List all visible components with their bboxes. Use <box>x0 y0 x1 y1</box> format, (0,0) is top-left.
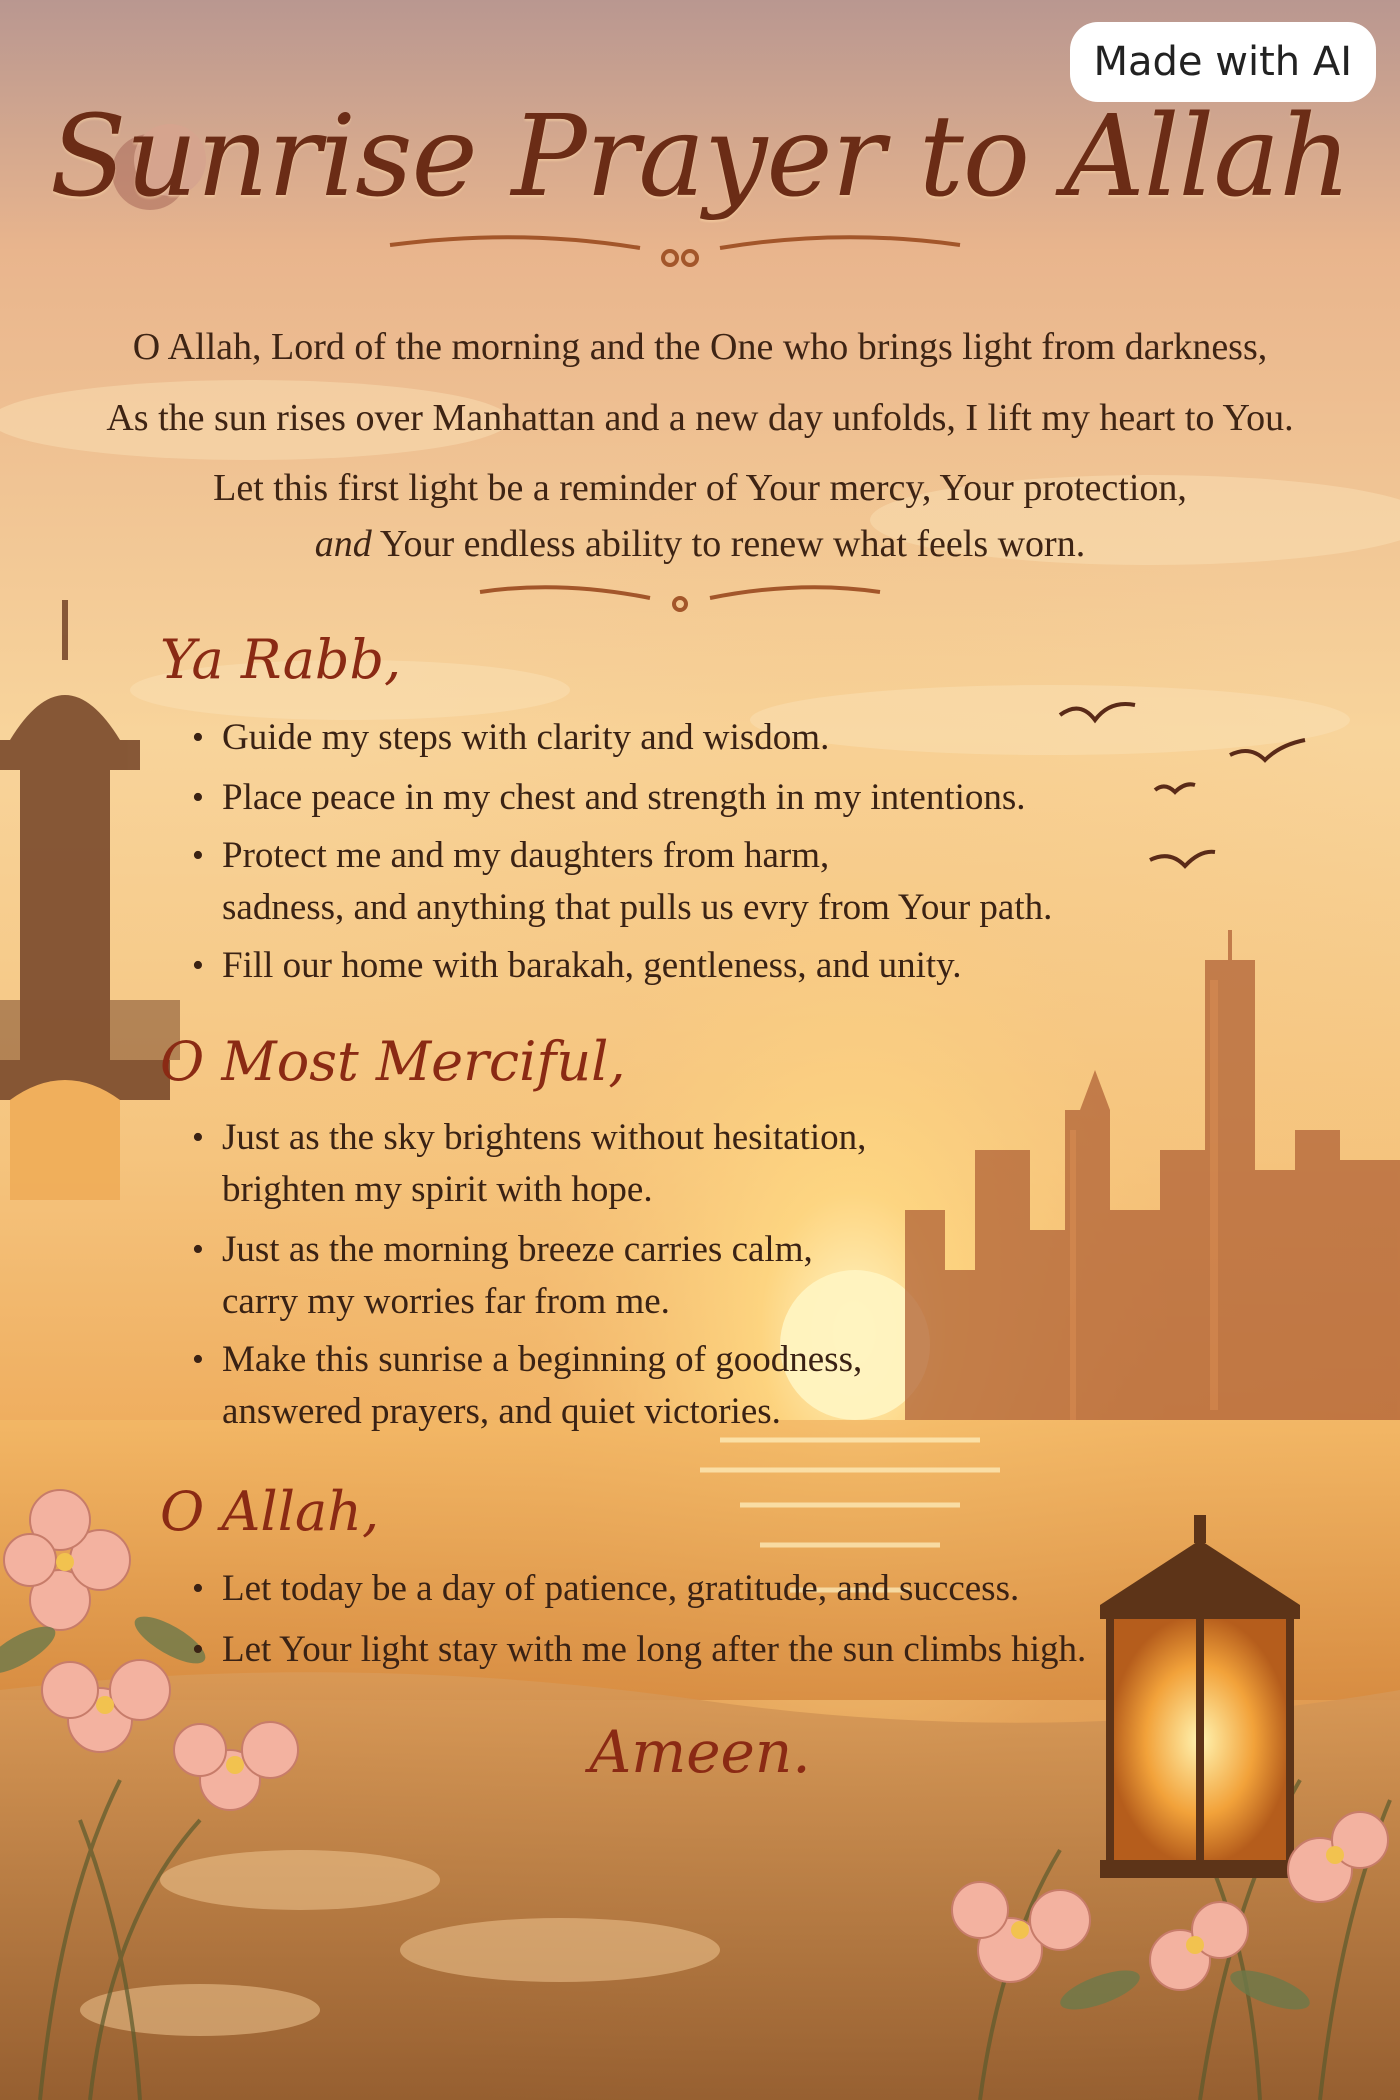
intro-line-3: Let this first light be a reminder of Your mercy, Your protection, <box>213 467 1187 509</box>
list-item <box>192 1624 1087 1676</box>
list-item-text-continued: sadness, and anything that pulls us evry from Your path. <box>222 887 1053 928</box>
section-heading-o-allah: O Allah, <box>160 1480 380 1543</box>
bullet-icon: • <box>192 779 204 816</box>
list-item <box>192 712 830 764</box>
list-item-text: Guide my steps with clarity and wisdom. <box>222 717 830 758</box>
made-with-ai-badge: Made with AI <box>1070 22 1376 102</box>
bullet-icon: • <box>192 1631 204 1668</box>
list-item-text: Just as the sky brightens without hesitation, <box>222 1117 867 1158</box>
bullet-icon: • <box>192 719 204 756</box>
list-item-text-continued: answered prayers, and quiet victories. <box>222 1391 781 1432</box>
list-item-text: Fill our home with barakah, gentleness, and unity. <box>222 945 962 986</box>
intro-line-4-rest: Your endless ability to renew what feels worn. <box>379 523 1086 565</box>
list-item-text: Make this sunrise a beginning of goodness, <box>222 1339 863 1380</box>
list-item <box>192 772 1026 824</box>
list-item-text-continued: carry my worries far from me. <box>222 1281 670 1322</box>
list-item-text: Just as the morning breeze carries calm, <box>222 1229 813 1270</box>
list-item-text: Let today be a day of patience, gratitude, and success. <box>222 1568 1020 1609</box>
intro-line-4 <box>0 522 1400 566</box>
list-item <box>192 940 962 992</box>
section-heading-o-most-merciful: O Most Merciful, <box>160 1030 626 1093</box>
list-item-text: Place peace in my chest and strength in my intentions. <box>222 777 1026 818</box>
bullet-icon: • <box>192 1570 204 1607</box>
list-item-text-continued: brighten my spirit with hope. <box>222 1169 653 1210</box>
list-item <box>192 1563 1020 1615</box>
list-item-text: Let Your light stay with me long after the sun climbs high. <box>222 1629 1087 1670</box>
intro-line-1: O Allah, Lord of the morning and the One who brings light from darkness, <box>132 326 1268 368</box>
intro-line-4-prefix: and <box>314 523 372 565</box>
bullet-icon: • <box>192 837 204 874</box>
bullet-icon: • <box>192 947 204 984</box>
list-item <box>192 1334 863 1438</box>
bullet-icon: • <box>192 1341 204 1378</box>
section-heading-ya-rabb: Ya Rabb, <box>160 628 402 691</box>
page-title: Sunrise Prayer to Allah <box>49 92 1351 222</box>
bullet-icon: • <box>192 1231 204 1268</box>
closing-ameen: Ameen. <box>589 1718 811 1786</box>
bullet-icon: • <box>192 1119 204 1156</box>
list-item <box>192 1112 867 1216</box>
list-item <box>192 830 1053 934</box>
list-item <box>192 1224 813 1328</box>
list-item-text: Protect me and my daughters from harm, <box>222 835 830 876</box>
intro-line-2: As the sun rises over Manhattan and a new day unfolds, I lift my heart to You. <box>106 397 1294 439</box>
